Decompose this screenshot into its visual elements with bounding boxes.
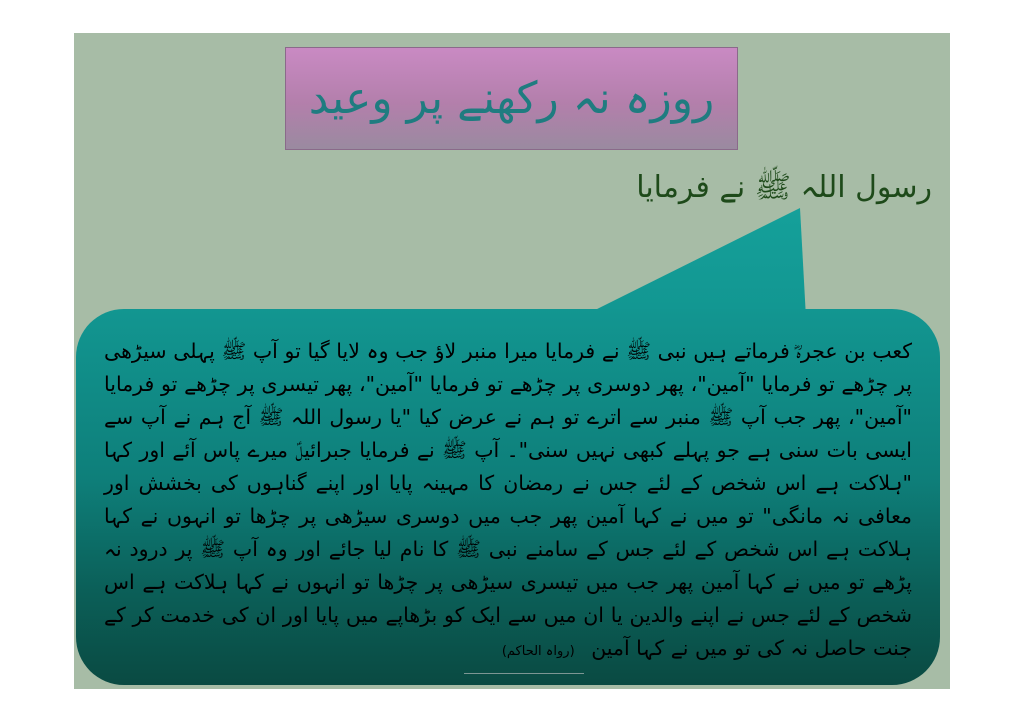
hadith-text [104,335,912,668]
title-banner [285,47,738,150]
hadith-source: (رواہ الحاکم) [501,644,575,659]
footer-watermark [464,673,584,689]
hadith-body: کعب بن عجرہؓ فرماتے ہیں نبی ﷺ نے فرمایا میرا منبر لاؤ جب وہ لایا گیا تو آپ ﷺ پہلی سیڑھی پر چڑھے تو فرمایا "آمین"، پھر دوسری پر چڑھے تو فرمایا "آمین"، پھر تیسری پر چڑھے تو فرمایا "آمین"، پھر جب آپ ﷺ منبر سے اترے تو ہم نے عرض کیا "یا رسول اللہ ﷺ آج ہم نے آپ سے ایسی بات سنی ہے جو پہلے کبھی نہیں سنی"۔ آپ ﷺ نے فرمایا جبرائیلؑ میرے پاس آئے اور کہا "ہلاکت ہے اس شخص کے لئے جس نے رمضان کا مہینہ پایا اور اپنے گناہوں کی بخشش اور معافی نہ مانگی" تو میں نے کہا آمین پھر جب میں دوسری سیڑھی پر چڑھا تو انہوں نے کہا ہلاکت ہے اس شخص کے لئے جس کے سامنے نبی ﷺ کا نام لیا جائے اور وہ آپ ﷺ پر درود نہ پڑھے تو میں نے کہا آمین پھر جب میں تیسری سیڑھی پر چڑھا تو انہوں نے کہا ہلاکت ہے اس شخص کے لئے جس نے اپنے والدین یا ان میں سے ایک کو بڑھاپے میں پایا اور ان کی خدمت کر کے جنت حاصل نہ کی تو میں نے کہا آمین [104,339,912,660]
slide-title: روزہ نہ رکھنے پر وعید [308,73,715,124]
speech-bubble [76,309,940,685]
slide [74,33,950,689]
slide-subtitle: رسول اللہ ﷺ نے فرمایا [636,170,932,205]
